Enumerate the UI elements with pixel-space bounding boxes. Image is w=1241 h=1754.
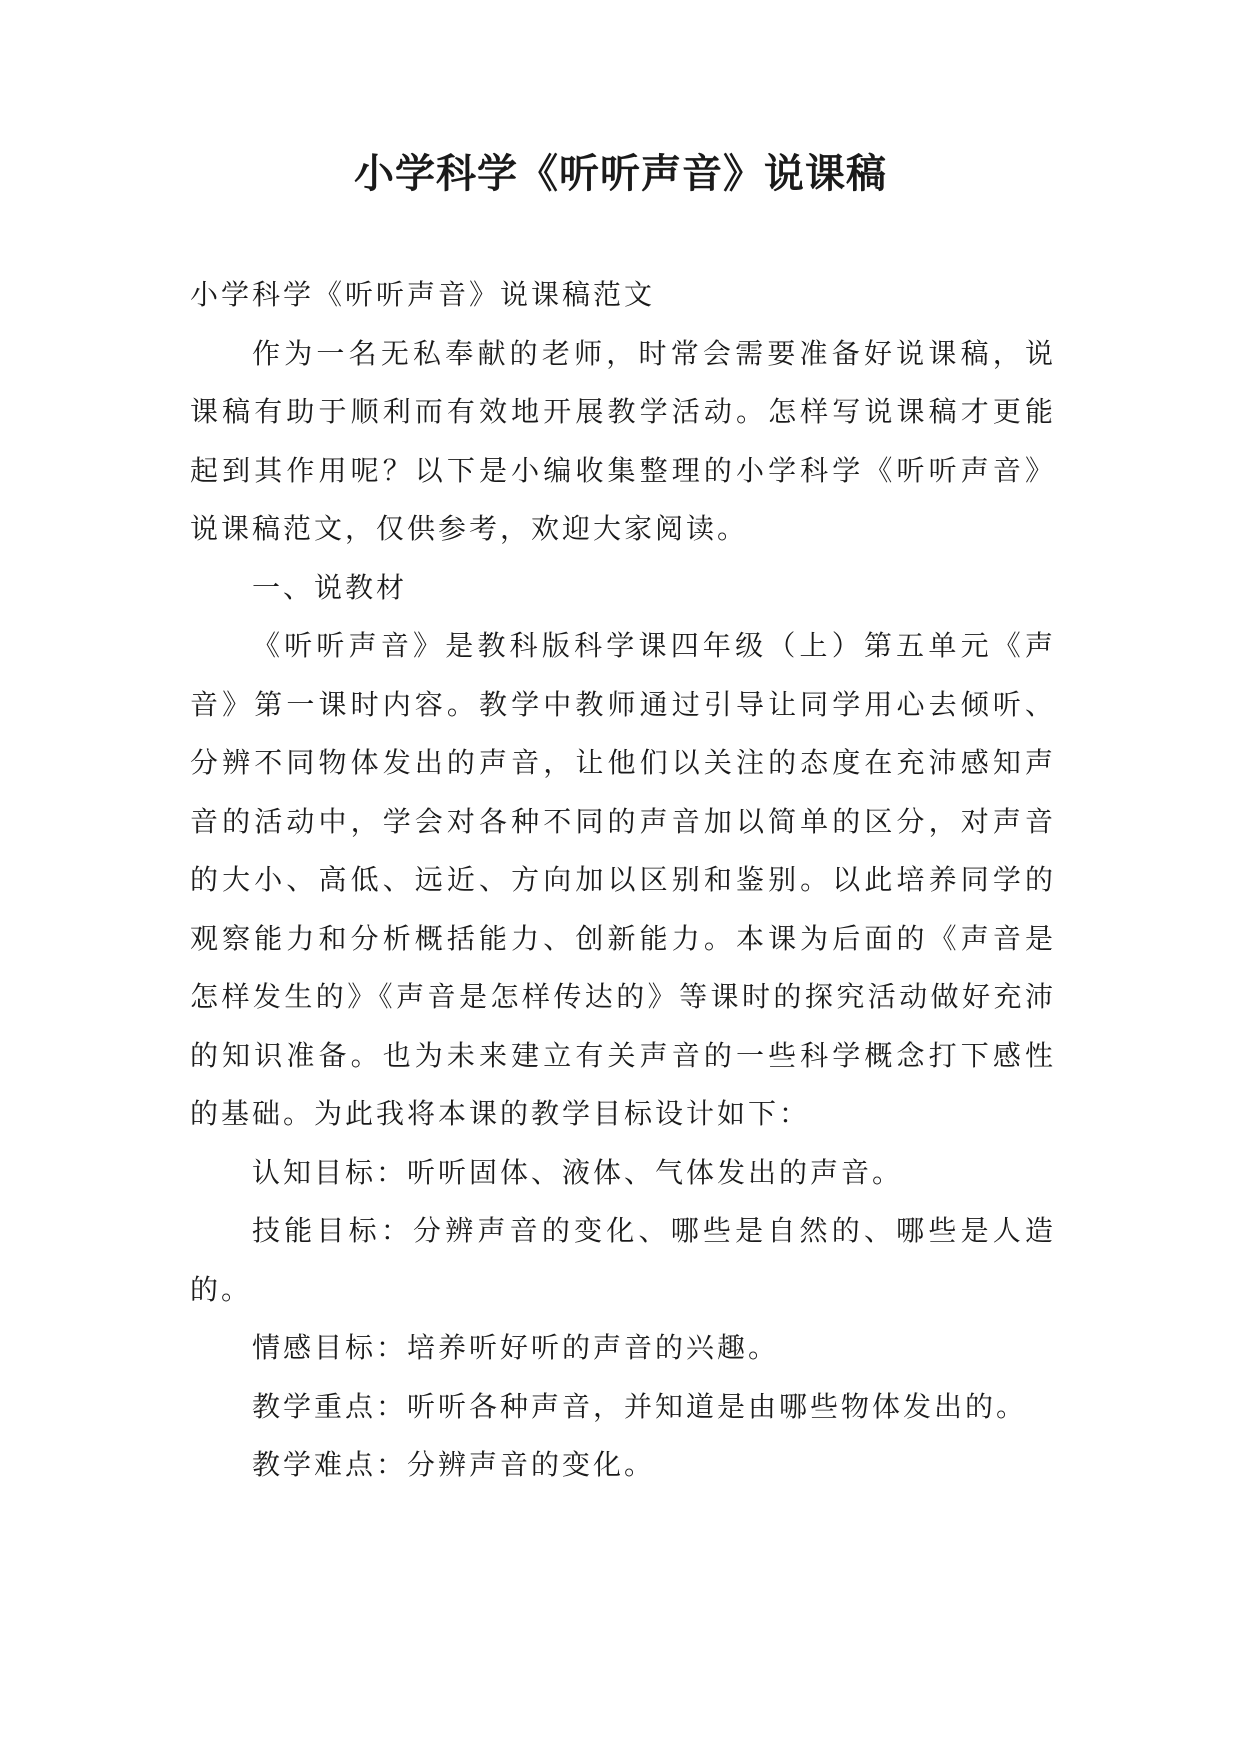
skill-goal-paragraph: 技能目标：分辨声音的变化、哪些是自然的、哪些是人造的。 [190,1214,1056,1306]
cognitive-goal-paragraph: 认知目标：听听固体、液体、气体发出的声音。 [252,1155,904,1189]
subtitle-paragraph: 小学科学《听听声音》说课稿范文 [190,278,656,311]
intro-paragraph: 作为一名无私奉献的老师，时常会需要准备好说课稿，说课稿有助于顺利而有效地开展教学活动。怎样写说课稿才更能起到其作用呢？以下是小编收集整理的小学科学《听听声音》说课稿范文，仅供参考，欢迎大家阅读。 [190,336,1056,545]
teaching-focus-paragraph: 教学重点：听听各种声音，并知道是由哪些物体发出的。 [252,1389,1028,1423]
textbook-paragraph: 《听听声音》是教科版科学课四年级（上）第五单元《声音》第一课时内容。教学中教师通过引导让同学用心去倾听、分辨不同物体发出的声音，让他们以关注的态度在充沛感知声音的活动中，学会对各种不同的声音加以简单的区分，对声音的大小、高低、远近、方向加以区别和鉴别。以此培养同学的观察能力和分析概括能力、创新能力。本课为后面的《声音是怎样发生的》《声音是怎样传达的》等课时的探究活动做好充沛的知识准备。也为未来建立有关声音的一些科学概念打下感性的基础。为此我将本课的教学目标设计如下： [190,629,1056,1130]
document-title: 小学科学《听听声音》说课稿 [354,150,887,197]
section-heading: 一、说教材 [252,570,408,604]
document-body [190,266,1056,1495]
teaching-difficulty-paragraph: 教学难点：分辨声音的变化。 [252,1448,656,1481]
emotion-goal-paragraph: 情感目标：培养听好听的声音的兴趣。 [252,1331,780,1364]
